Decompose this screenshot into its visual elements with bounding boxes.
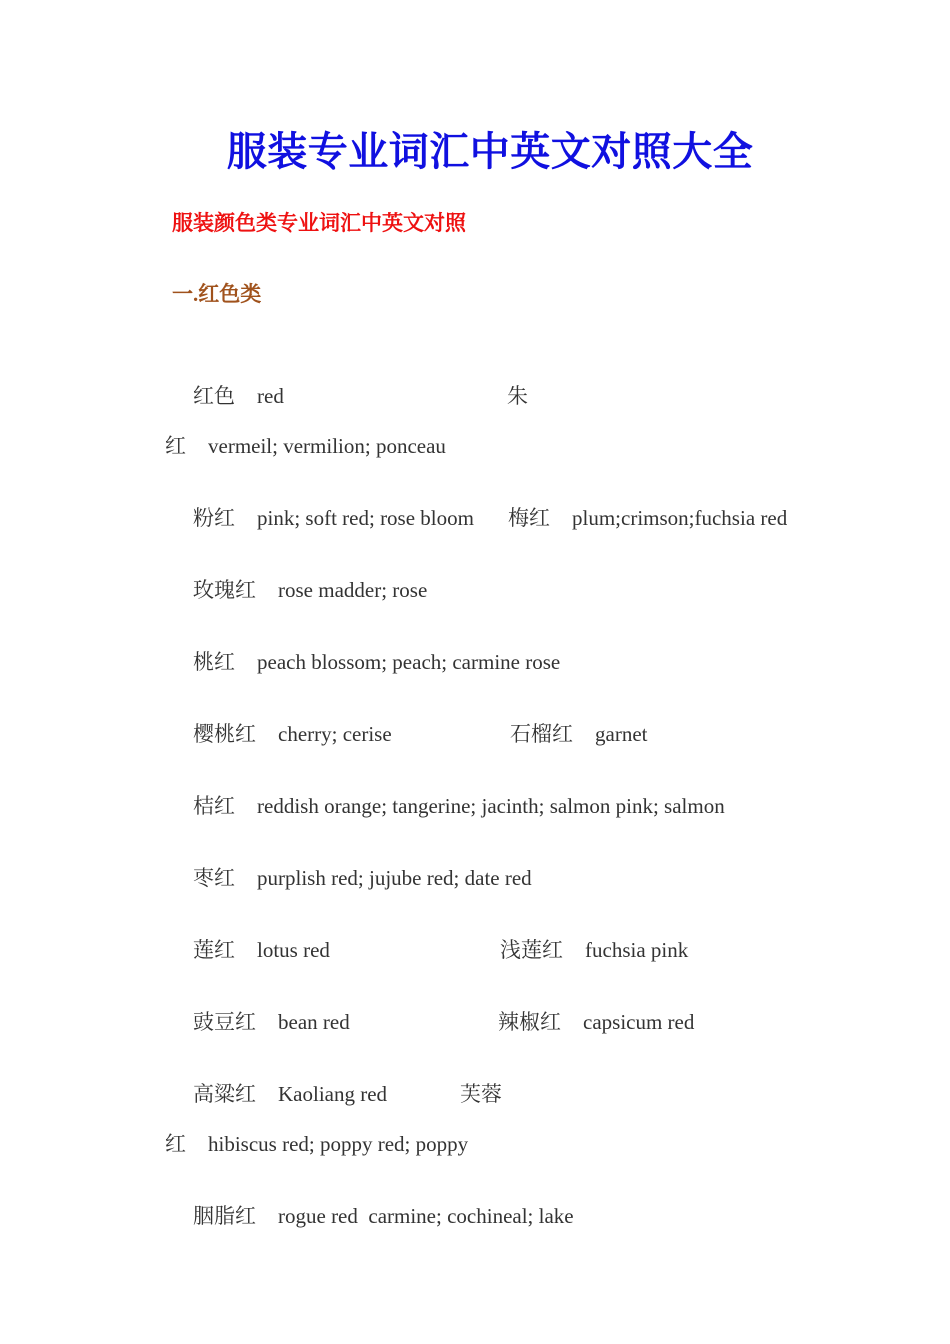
term-chinese: 莲红 <box>193 938 235 962</box>
term-english: capsicum red <box>583 1010 695 1034</box>
document-subtitle: 服装颜色类专业词汇中英文对照 <box>172 211 466 235</box>
term-english: peach blossom; peach; carmine rose <box>257 650 561 674</box>
term-english: rogue red carmine; cochineal; lake <box>278 1204 574 1228</box>
term-english: Kaoliang red <box>278 1082 388 1106</box>
term-english: garnet <box>595 722 648 746</box>
term-chinese: 桃红 <box>193 650 235 674</box>
term-chinese: 梅红 <box>508 506 550 530</box>
list-item <box>486 351 528 441</box>
term-chinese: 芙蓉 <box>460 1082 502 1106</box>
term-chinese: 石榴红 <box>510 722 573 746</box>
term-english: bean red <box>278 1010 350 1034</box>
list-item <box>477 977 694 1067</box>
term-english: rose madder; rose <box>278 578 428 602</box>
section-heading: 一.红色类 <box>172 282 262 306</box>
term-english: reddish orange; tangerine; jacinth; salmon pink; salmon <box>257 794 725 818</box>
term-chinese: 粉红 <box>193 506 235 530</box>
term-chinese: 桔红 <box>193 794 235 818</box>
term-chinese: 胭脂红 <box>193 1204 256 1228</box>
term-chinese: 红 <box>165 1132 186 1156</box>
term-chinese: 朱 <box>507 384 528 408</box>
term-english: fuchsia pink <box>585 938 689 962</box>
term-english: hibiscus red; poppy red; poppy <box>208 1132 469 1156</box>
term-english: purplish red; jujube red; date red <box>257 866 532 890</box>
term-chinese: 枣红 <box>193 866 235 890</box>
term-english: pink; soft red; rose bloom <box>257 506 474 530</box>
term-chinese: 玫瑰红 <box>193 578 256 602</box>
document-title: 服装专业词汇中英文对照大全 <box>226 129 754 174</box>
term-english: cherry; cerise <box>278 722 392 746</box>
term-chinese: 樱桃红 <box>193 722 256 746</box>
term-chinese: 豉豆红 <box>193 1010 256 1034</box>
term-chinese: 高粱红 <box>193 1082 256 1106</box>
term-chinese: 红色 <box>193 384 235 408</box>
term-english: red <box>257 384 284 408</box>
term-chinese: 辣椒红 <box>498 1010 561 1034</box>
term-chinese: 浅莲红 <box>500 938 563 962</box>
list-item <box>487 473 787 563</box>
term-english: lotus red <box>257 938 330 962</box>
term-english: vermeil; vermilion; ponceau <box>208 434 446 458</box>
term-english: plum;crimson;fuchsia red <box>572 506 788 530</box>
list-item <box>172 1171 574 1261</box>
term-chinese: 红 <box>165 434 186 458</box>
